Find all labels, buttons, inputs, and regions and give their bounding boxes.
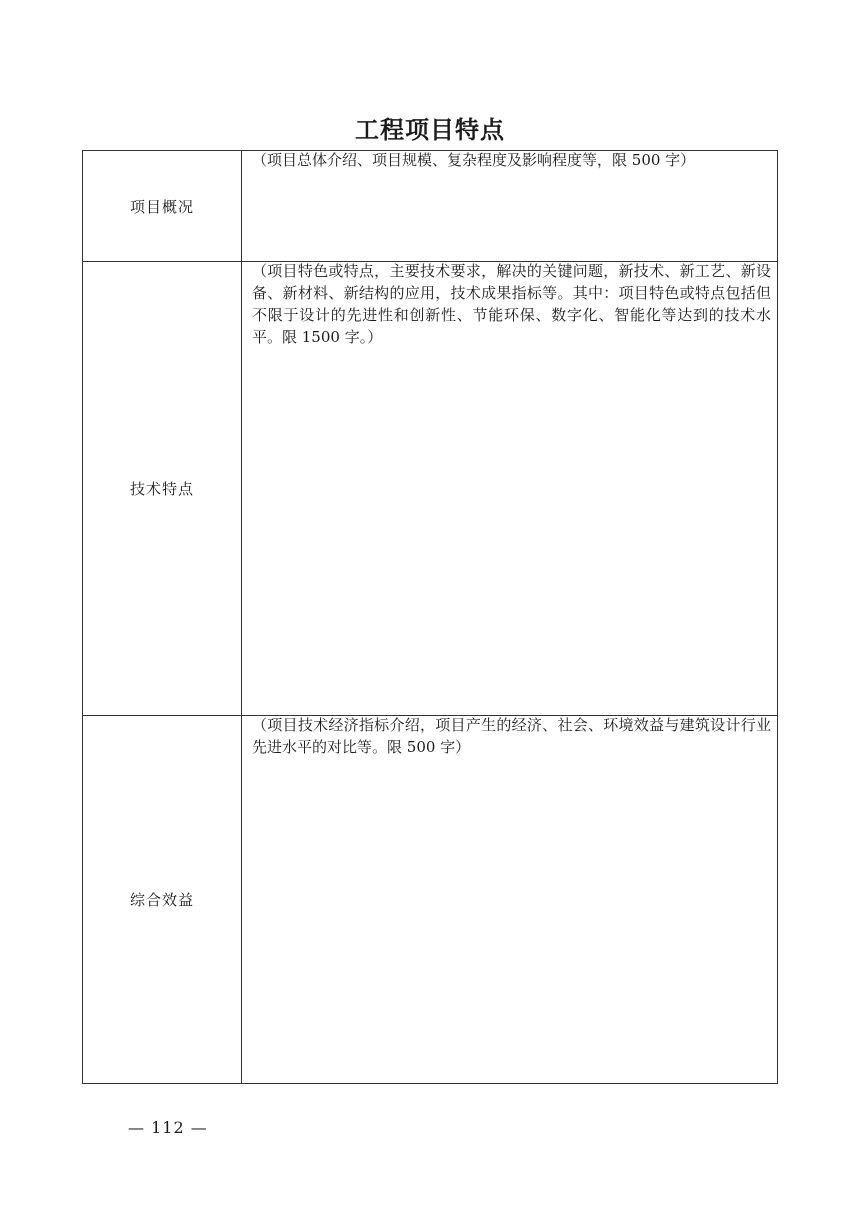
row-label-cell	[83, 716, 242, 1084]
project-features-table	[82, 150, 778, 1084]
field-hint: （项目技术经济指标介绍，项目产生的经济、社会、环境效益与建筑设计行业先进水平的对比等。限 500 字）	[252, 716, 771, 756]
page-title: 工程项目特点	[355, 116, 505, 144]
project-overview-field[interactable]	[242, 151, 778, 262]
comprehensive-benefits-field[interactable]	[242, 716, 778, 1084]
row-label-cell	[83, 262, 242, 716]
page-number: — 112 —	[128, 1118, 208, 1137]
row-label: 技术特点	[129, 480, 194, 498]
row-label: 综合效益	[129, 891, 194, 909]
technical-features-field[interactable]	[242, 262, 778, 716]
row-label-cell	[83, 151, 242, 262]
field-hint: （项目特色或特点，主要技术要求，解决的关键问题，新技术、新工艺、新设备、新材料、新结构的应用，技术成果指标等。其中：项目特色或特点包括但不限于设计的先进性和创新性、节能环保、数字化、智能化等达到的技术水平。限 1500 字。）	[252, 262, 771, 346]
table-row	[83, 716, 778, 1084]
table-row	[83, 151, 778, 262]
field-hint: （项目总体介绍、项目规模、复杂程度及影响程度等，限 500 字）	[252, 151, 696, 169]
row-label: 项目概况	[129, 197, 194, 216]
table-row	[83, 262, 778, 716]
